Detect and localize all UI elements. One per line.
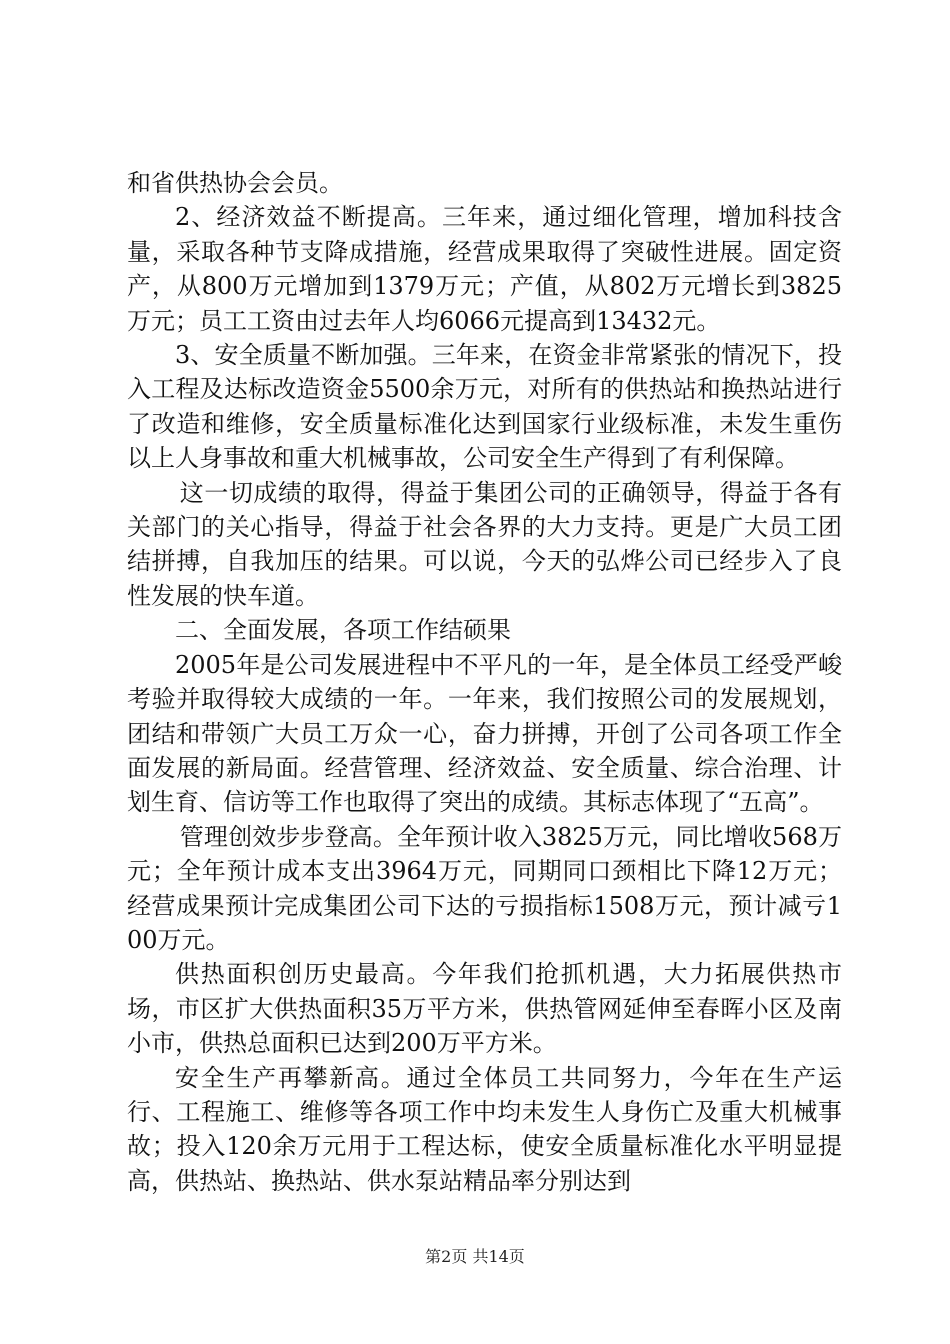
page-number-label: 第2页 共14页 <box>425 1247 525 1266</box>
document-body <box>127 166 842 1198</box>
page-footer <box>0 1244 950 1267</box>
section-heading-comprehensive-development: 二、全面发展，各项工作结硕果 <box>175 616 511 645</box>
paragraph-safe-production: 安全生产再攀新高。通过全体员工共同努力，今年在生产运行、工程施工、维修等各项工作中均未发生人身伤亡及重大机械事故；投入120余万元用于工程达标，使安全质量标准化水平明显提高，供热站、换热站、供水泵站精品率分别达到 <box>127 1063 842 1195</box>
paragraph-heating-area: 供热面积创历史最高。今年我们抢抓机遇，大力拓展供热市场，市区扩大供热面积35万平方米，供热管网延伸至春晖小区及南小市，供热总面积已达到200万平方米。 <box>127 960 842 1058</box>
paragraph-safety-quality: 3、安全质量不断加强。三年来，在资金非常紧张的情况下，投入工程及达标改造资金5500余万元，对所有的供热站和换热站进行了改造和维修，安全质量标准化达到国家行业级标准，未发生重伤以上人身事故和重大机械事故，公司安全生产得到了有利保障。 <box>127 341 842 473</box>
paragraph-continuation: 和省供热协会会员。 <box>127 169 343 197</box>
paragraph-economic-benefit: 2、经济效益不断提高。三年来，通过细化管理，增加科技含量，采取各种节支降成措施，经营成果取得了突破性进展。固定资产，从800万元增加到1379万元；产值，从802万元增长到3825万元；员工工资由过去年人均6066元提高到13432元。 <box>127 203 842 335</box>
paragraph-achievements: 这一切成绩的取得，得益于集团公司的正确领导，得益于各有关部门的关心指导，得益于社会各界的大力支持。更是广大员工团结拼搏，自我加压的结果。可以说，今天的弘烨公司已经步入了良性发展的快车道。 <box>127 478 842 610</box>
paragraph-2005-overview: 2005年是公司发展进程中不平凡的一年，是全体员工经受严峻考验并取得较大成绩的一年。一年来，我们按照公司的发展规划，团结和带领广大员工万众一心，奋力拼搏，开创了公司各项工作全面发展的新局面。经营管理、经济效益、安全质量、综合治理、计划生育、信访等工作也取得了突出的成绩。其标志体现了“五高”。 <box>127 650 842 817</box>
paragraph-management-efficiency: 管理创效步步登高。全年预计收入3825万元，同比增收568万元；全年预计成本支出3964万元，同期同口颈相比下降12万元；经营成果预计完成集团公司下达的亏损指标1508万元，预计减亏100万元。 <box>127 822 842 954</box>
